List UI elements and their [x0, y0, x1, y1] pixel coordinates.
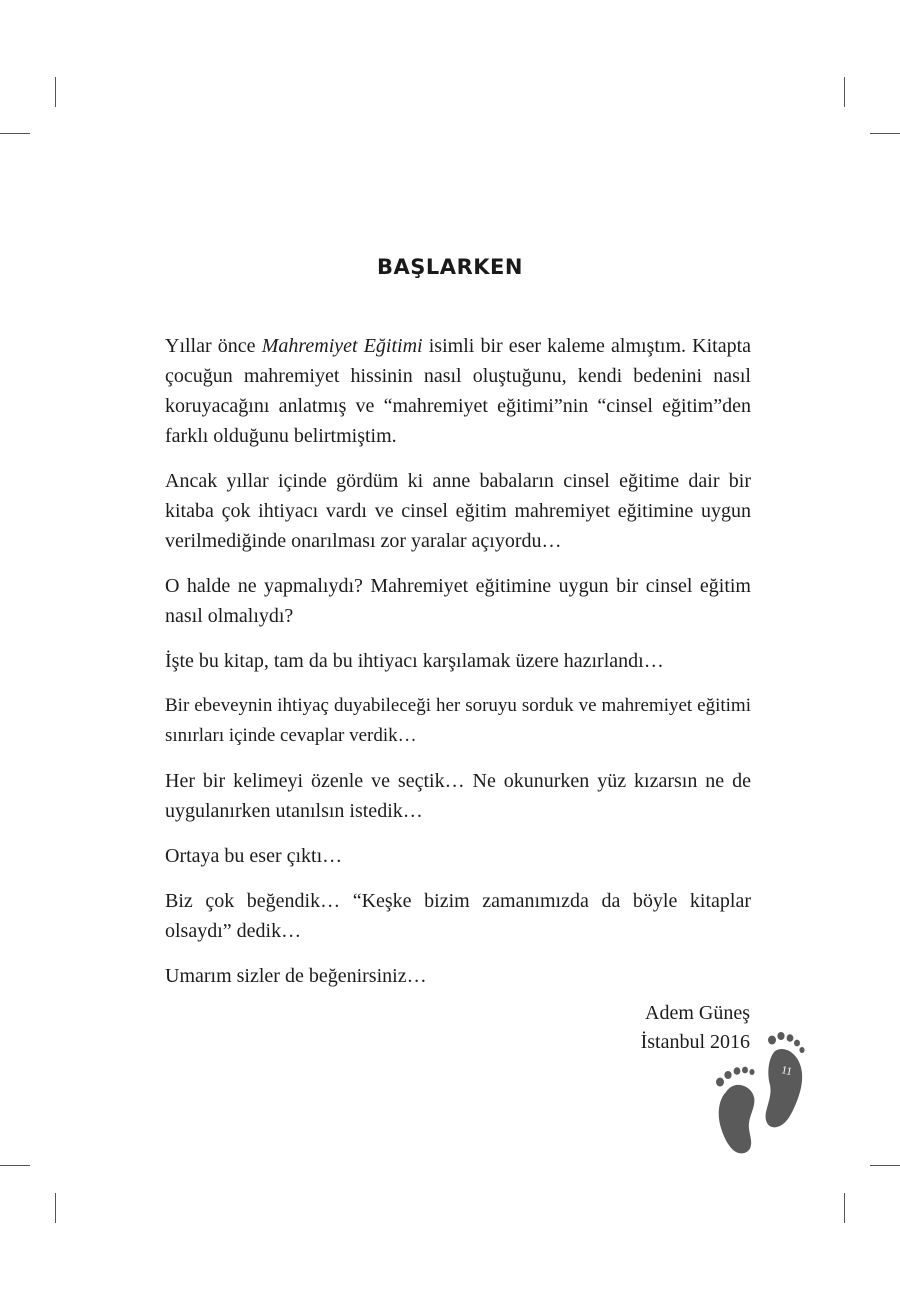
signature-name: Adem Güneş [645, 1002, 750, 1024]
paragraph: O halde ne yapmalıydı? Mahremiyet eğitimine uygun bir cinsel eğitim nasıl olmalıydı? [165, 575, 751, 627]
paragraph-intro-lead: Yıllar önce [165, 335, 262, 357]
paragraph-intro-rest: isimli bir eser kaleme almıştım. Kitapta çocuğun mahremiyet hissinin nasıl oluştuğunu, kendi bedenini nasıl koruyacağını anlatmış ve “mahremiyet eğitimi”nin “cinsel eğitim”den farklı olduğunu belirtmiştim. [165, 335, 752, 447]
paragraph: Ortaya bu eser çıktı… [165, 845, 343, 867]
paragraph: Bir ebeveynin ihtiyaç duyabileceği her soruyu sorduk ve mahremiyet eğitimi sınırları içinde cevaplar verdik… [165, 695, 751, 746]
crop-mark-bottom-left [55, 1193, 56, 1223]
paragraph: İşte bu kitap, tam da bu ihtiyacı karşılamak üzere hazırlandı… [165, 650, 664, 672]
crop-mark-bottom-right [844, 1193, 845, 1223]
body-text [165, 331, 751, 1006]
signature-place-date: İstanbul 2016 [640, 1031, 750, 1053]
page-number: 11 [780, 1064, 794, 1079]
book-title-emphasis: Mahremiyet Eğitimi [261, 335, 423, 357]
paragraph: Her bir kelimeyi özenle ve seçtik… Ne okunurken yüz kızarsın ne de uygulanırken utanılsın istedik… [165, 770, 751, 822]
crop-mark-top-left [55, 77, 56, 107]
crop-mark-left-bottom [0, 1165, 30, 1166]
footprints-icon [712, 1030, 812, 1160]
paragraph: Umarım sizler de beğenirsiniz… [165, 965, 427, 987]
crop-mark-top-right [844, 77, 845, 107]
left-footprint [716, 1067, 755, 1154]
right-footprint [766, 1032, 805, 1127]
paragraph: Biz çok beğendik… “Keşke bizim zamanımızda da böyle kitaplar olsaydı” dedik… [165, 890, 751, 942]
crop-mark-right-bottom [870, 1165, 900, 1166]
paragraph: Ancak yıllar içinde gördüm ki anne babaların cinsel eğitime dair bir kitaba çok ihtiyacı vardı ve cinsel eğitim mahremiyet eğitimine uygun verilmediğinde onarılması zor yaralar açıyordu… [165, 470, 751, 552]
paragraph-intro [165, 331, 751, 451]
crop-mark-right-top [870, 133, 900, 134]
page-title: BAŞLARKEN [377, 255, 523, 279]
crop-mark-left-top [0, 133, 30, 134]
